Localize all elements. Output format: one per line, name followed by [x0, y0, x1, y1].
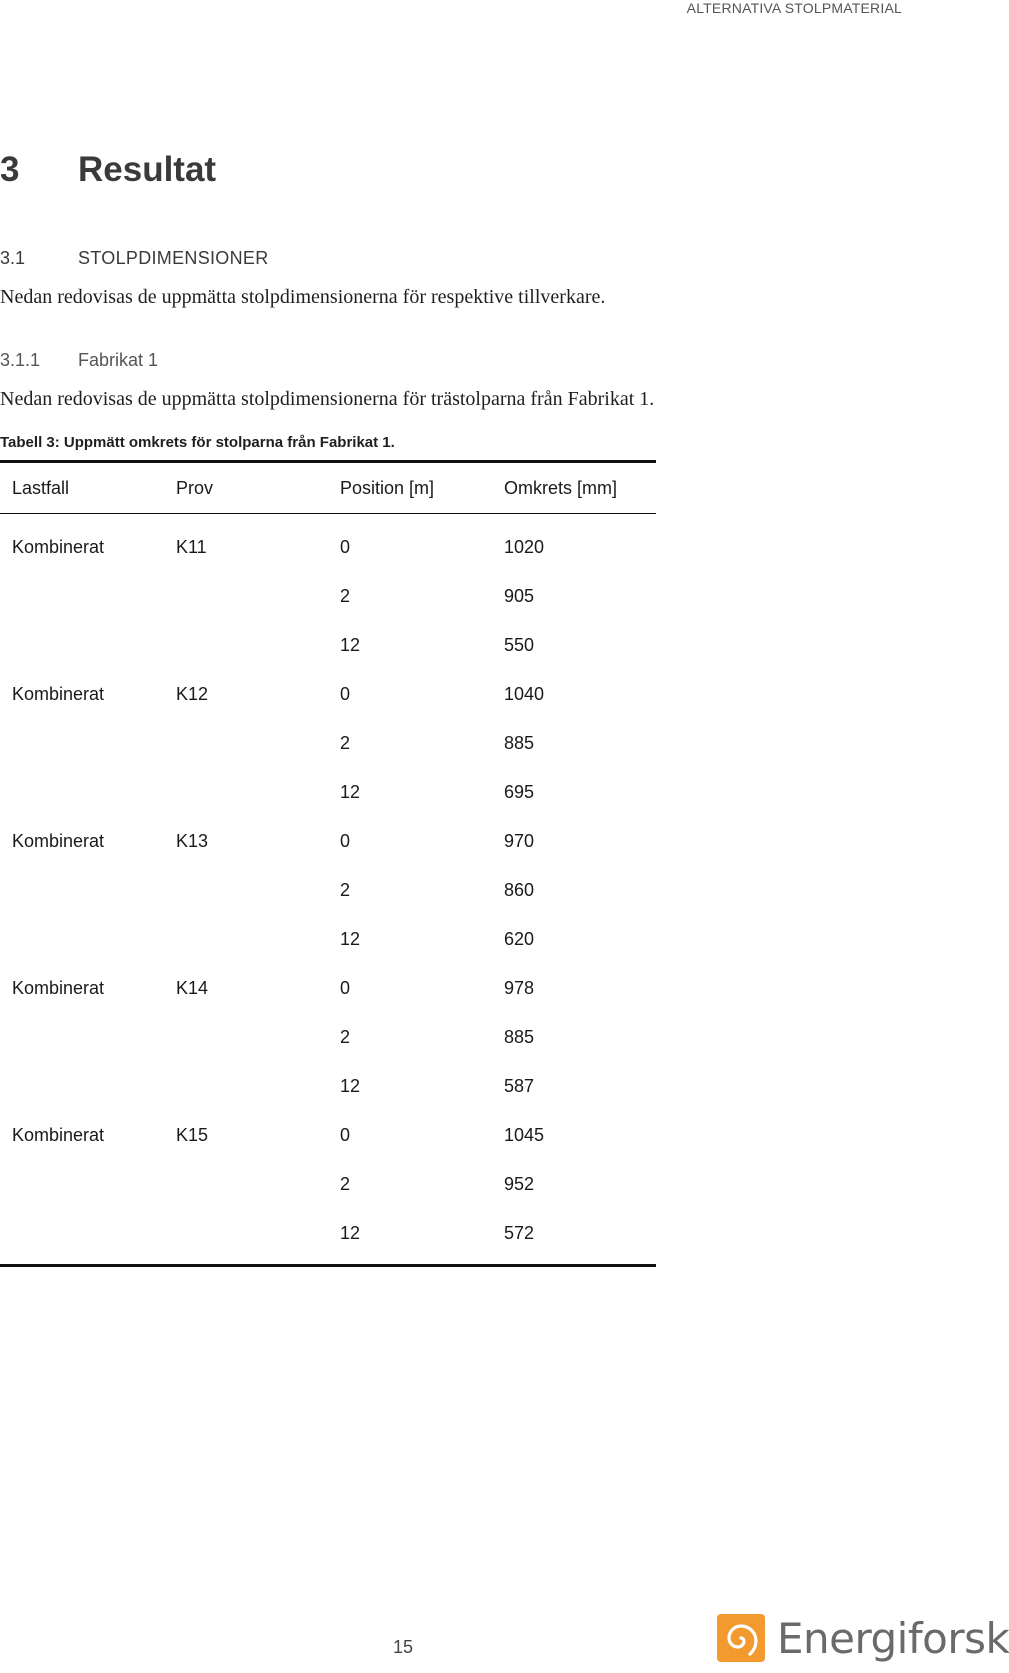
cell-omkrets: 952 — [504, 1174, 535, 1194]
cell-omkrets: 905 — [504, 586, 535, 606]
cell-position: 0 — [340, 978, 351, 998]
table-row — [0, 719, 656, 768]
table-row — [0, 621, 656, 670]
cell-position: 12 — [340, 635, 361, 655]
chapter-number: 3 — [0, 150, 20, 189]
table-row — [0, 670, 656, 719]
header-prov: Prov — [176, 477, 214, 498]
cell-omkrets: 885 — [504, 733, 535, 753]
table-caption: Tabell 3: Uppmätt omkrets för stolparna från Fabrikat 1. — [0, 434, 395, 451]
cell-lastfall: Kombinerat — [12, 831, 105, 851]
subsection-number: 3.1.1 — [0, 350, 41, 370]
table-row — [0, 768, 656, 817]
cell-position: 12 — [340, 782, 361, 802]
cell-position: 2 — [340, 880, 351, 900]
table-row — [0, 523, 656, 572]
cell-position: 2 — [340, 1174, 351, 1194]
cell-position: 12 — [340, 1223, 361, 1243]
cell-position: 0 — [340, 831, 351, 851]
cell-omkrets: 695 — [504, 782, 535, 802]
cell-prov: K15 — [176, 1125, 209, 1145]
cell-position: 0 — [340, 537, 351, 557]
cell-position: 2 — [340, 1027, 351, 1047]
cell-omkrets: 885 — [504, 1027, 535, 1047]
table-row — [0, 1160, 656, 1209]
running-header: ALTERNATIVA STOLPMATERIAL — [686, 0, 902, 16]
cell-position: 12 — [340, 929, 361, 949]
cell-lastfall: Kombinerat — [12, 684, 105, 704]
header-lastfall: Lastfall — [12, 477, 70, 498]
cell-omkrets: 978 — [504, 978, 535, 998]
cell-prov: K14 — [176, 978, 209, 998]
energiforsk-logo — [717, 1613, 1009, 1663]
table-row — [0, 915, 656, 964]
section-number: 3.1 — [0, 248, 26, 268]
circumference-table — [0, 460, 656, 1267]
subsection-intro-paragraph: Nedan redovisas de uppmätta stolpdimensionerna för trästolparna från Fabrikat 1. — [0, 388, 655, 410]
cell-omkrets: 970 — [504, 831, 535, 851]
section-title: STOLPDIMENSIONER — [78, 248, 269, 268]
cell-omkrets: 1045 — [504, 1125, 545, 1145]
table-row — [0, 1209, 656, 1258]
cell-prov: K12 — [176, 684, 209, 704]
table-row — [0, 866, 656, 915]
logo-wordmark: Energiforsk — [777, 1613, 1009, 1663]
header-position: Position [m] — [340, 477, 435, 498]
cell-omkrets: 860 — [504, 880, 535, 900]
cell-position: 0 — [340, 1125, 351, 1145]
cell-lastfall: Kombinerat — [12, 537, 105, 557]
table-row — [0, 572, 656, 621]
cell-lastfall: Kombinerat — [12, 1125, 105, 1145]
cell-omkrets: 1040 — [504, 684, 545, 704]
cell-position: 2 — [340, 733, 351, 753]
spiral-logo-icon — [717, 1614, 765, 1662]
cell-position: 12 — [340, 1076, 361, 1096]
table-header-row — [0, 463, 656, 514]
cell-position: 2 — [340, 586, 351, 606]
cell-position: 0 — [340, 684, 351, 704]
header-omkrets: Omkrets [mm] — [504, 477, 617, 498]
table-body — [0, 514, 656, 1264]
cell-omkrets: 620 — [504, 929, 535, 949]
table-row — [0, 817, 656, 866]
table-row — [0, 1013, 656, 1062]
cell-omkrets: 550 — [504, 635, 535, 655]
cell-prov: K13 — [176, 831, 209, 851]
chapter-title: Resultat — [78, 150, 217, 189]
cell-omkrets: 572 — [504, 1223, 535, 1243]
section-intro-paragraph: Nedan redovisas de uppmätta stolpdimensionerna för respektive tillverkare. — [0, 286, 606, 308]
table-row — [0, 1062, 656, 1111]
cell-prov: K11 — [176, 537, 207, 557]
cell-omkrets: 587 — [504, 1076, 535, 1096]
table-row — [0, 1111, 656, 1160]
page-number: 15 — [393, 1637, 414, 1657]
cell-lastfall: Kombinerat — [12, 978, 105, 998]
subsection-title: Fabrikat 1 — [78, 350, 159, 370]
table-row — [0, 964, 656, 1013]
cell-omkrets: 1020 — [504, 537, 545, 557]
